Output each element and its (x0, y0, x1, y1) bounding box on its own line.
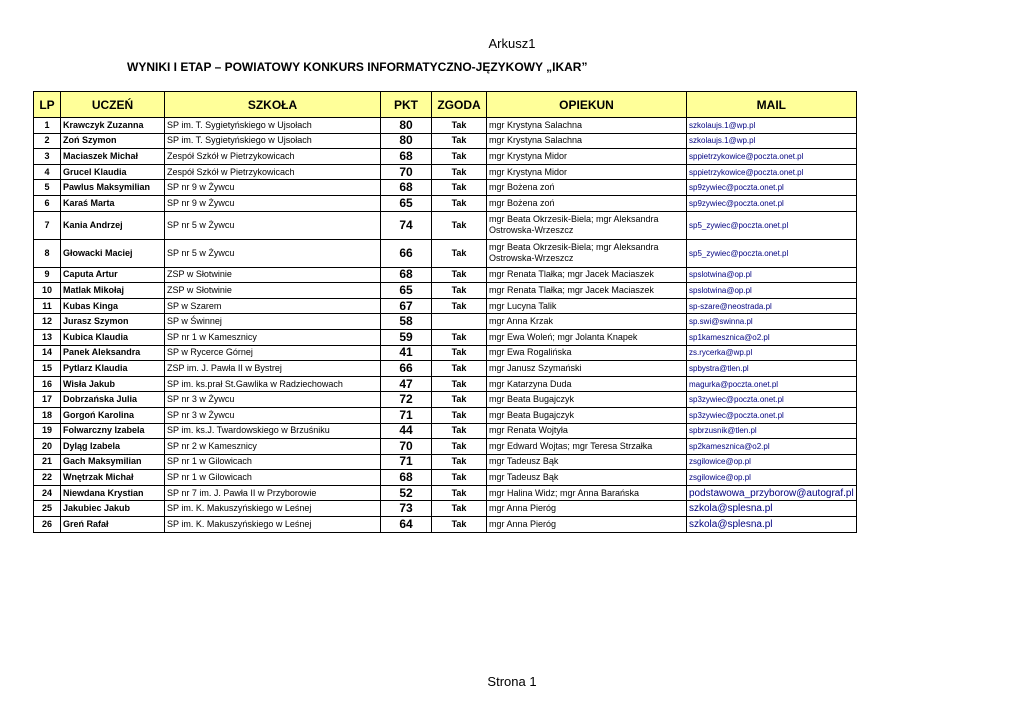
table-row (34, 392, 857, 408)
cell-student: Greń Rafał (61, 517, 165, 533)
cell-lp: 12 (34, 314, 61, 330)
cell-student: Kania Andrzej (61, 211, 165, 239)
cell-mail: sp1kamesznica@o2.pl (687, 329, 857, 345)
cell-points: 67 (381, 298, 432, 314)
header-student: UCZEŃ (61, 92, 165, 118)
cell-points: 68 (381, 180, 432, 196)
cell-school: Zespół Szkół w Pietrzykowicach (165, 149, 381, 165)
cell-student: Głowacki Maciej (61, 239, 165, 267)
cell-student: Panek Aleksandra (61, 345, 165, 361)
cell-consent: Tak (432, 267, 487, 283)
cell-tutor: mgr Ewa Woleń; mgr Jolanta Knapek (487, 329, 687, 345)
cell-points: 47 (381, 376, 432, 392)
cell-points: 58 (381, 314, 432, 330)
cell-mail: sp2kamesznica@o2.pl (687, 439, 857, 455)
cell-lp: 16 (34, 376, 61, 392)
cell-mail: sp9zywiec@poczta.onet.pl (687, 180, 857, 196)
cell-consent: Tak (432, 392, 487, 408)
cell-lp: 9 (34, 267, 61, 283)
cell-lp: 7 (34, 211, 61, 239)
cell-points: 74 (381, 211, 432, 239)
cell-tutor: mgr Halina Widz; mgr Anna Barańska (487, 485, 687, 501)
cell-student: Pawlus Maksymilian (61, 180, 165, 196)
cell-student: Dyląg Izabela (61, 439, 165, 455)
table-row (34, 361, 857, 377)
cell-student: Zoń Szymon (61, 133, 165, 149)
table-row (34, 133, 857, 149)
table-row (34, 267, 857, 283)
header-mail: MAIL (687, 92, 857, 118)
cell-tutor: mgr Krystyna Salachna (487, 133, 687, 149)
cell-school: SP nr 7 im. J. Pawła II w Przyborowie (165, 485, 381, 501)
cell-school: SP w Szarem (165, 298, 381, 314)
cell-consent: Tak (432, 211, 487, 239)
cell-school: SP im. T. Sygietyńskiego w Ujsołach (165, 118, 381, 134)
cell-school: ZSP w Słotwinie (165, 267, 381, 283)
cell-lp: 17 (34, 392, 61, 408)
cell-consent: Tak (432, 361, 487, 377)
cell-tutor: mgr Krystyna Midor (487, 149, 687, 165)
cell-mail: sp.swi@swinna.pl (687, 314, 857, 330)
cell-tutor: mgr Edward Wojtas; mgr Teresa Strzałka (487, 439, 687, 455)
cell-mail: sppietrzykowice@poczta.onet.pl (687, 164, 857, 180)
cell-school: SP nr 3 w Żywcu (165, 392, 381, 408)
table-row (34, 470, 857, 486)
cell-consent: Tak (432, 470, 487, 486)
cell-points: 71 (381, 407, 432, 423)
cell-consent: Tak (432, 133, 487, 149)
cell-student: Grucel Klaudia (61, 164, 165, 180)
cell-mail: szkolaujs.1@wp.pl (687, 118, 857, 134)
cell-student: Wisła Jakub (61, 376, 165, 392)
cell-consent: Tak (432, 454, 487, 470)
cell-school: SP nr 1 w Gilowicach (165, 470, 381, 486)
cell-student: Kubica Klaudia (61, 329, 165, 345)
cell-student: Niewdana Krystian (61, 485, 165, 501)
cell-mail: szkola@splesna.pl (687, 501, 857, 517)
cell-lp: 20 (34, 439, 61, 455)
cell-mail: sp5_zywiec@poczta.onet.pl (687, 211, 857, 239)
cell-lp: 22 (34, 470, 61, 486)
cell-tutor: mgr Anna Pieróg (487, 501, 687, 517)
sheet-name: Arkusz1 (488, 36, 536, 51)
cell-points: 65 (381, 283, 432, 299)
cell-lp: 2 (34, 133, 61, 149)
cell-mail: sp9zywiec@poczta.onet.pl (687, 195, 857, 211)
table-row (34, 298, 857, 314)
cell-lp: 4 (34, 164, 61, 180)
cell-tutor: mgr Lucyna Talik (487, 298, 687, 314)
cell-school: SP im. ks.prał St.Gawlika w Radziechowach (165, 376, 381, 392)
cell-tutor: mgr Bożena zoń (487, 180, 687, 196)
cell-lp: 3 (34, 149, 61, 165)
cell-lp: 15 (34, 361, 61, 377)
cell-school: SP nr 1 w Gilowicach (165, 454, 381, 470)
page-footer: Strona 1 (487, 674, 537, 689)
cell-points: 70 (381, 439, 432, 455)
cell-student: Jurasz Szymon (61, 314, 165, 330)
table-row (34, 118, 857, 134)
header-school: SZKOŁA (165, 92, 381, 118)
cell-mail: sp-szare@neostrada.pl (687, 298, 857, 314)
cell-school: SP nr 5 w Żywcu (165, 239, 381, 267)
cell-consent: Tak (432, 149, 487, 165)
cell-school: ZSP im. J. Pawła II w Bystrej (165, 361, 381, 377)
cell-student: Maciaszek Michał (61, 149, 165, 165)
cell-student: Krawczyk Zuzanna (61, 118, 165, 134)
cell-school: SP im. T. Sygietyńskiego w Ujsołach (165, 133, 381, 149)
table-row (34, 180, 857, 196)
cell-consent: Tak (432, 195, 487, 211)
cell-consent: Tak (432, 239, 487, 267)
cell-lp: 19 (34, 423, 61, 439)
cell-points: 68 (381, 470, 432, 486)
cell-school: SP im. K. Makuszyńskiego w Leśnej (165, 501, 381, 517)
cell-school: SP im. ks.J. Twardowskiego w Brzuśniku (165, 423, 381, 439)
table-row (34, 211, 857, 239)
cell-points: 64 (381, 517, 432, 533)
cell-consent: Tak (432, 118, 487, 134)
cell-mail: spslotwina@op.pl (687, 267, 857, 283)
cell-lp: 21 (34, 454, 61, 470)
cell-consent: Tak (432, 501, 487, 517)
cell-points: 73 (381, 501, 432, 517)
cell-mail: zsgilowice@op.pl (687, 454, 857, 470)
cell-tutor: mgr Bożena zoń (487, 195, 687, 211)
cell-school: Zespół Szkół w Pietrzykowicach (165, 164, 381, 180)
table-row (34, 376, 857, 392)
table-row (34, 149, 857, 165)
cell-student: Jakubiec Jakub (61, 501, 165, 517)
cell-student: Kubas Kinga (61, 298, 165, 314)
cell-consent: Tak (432, 345, 487, 361)
cell-consent: Tak (432, 329, 487, 345)
table-row (34, 329, 857, 345)
cell-student: Wnętrzak Michał (61, 470, 165, 486)
table-row (34, 501, 857, 517)
cell-mail: spslotwina@op.pl (687, 283, 857, 299)
cell-mail: magurka@poczta.onet.pl (687, 376, 857, 392)
header-points: PKT (381, 92, 432, 118)
cell-points: 66 (381, 361, 432, 377)
cell-points: 59 (381, 329, 432, 345)
cell-lp: 10 (34, 283, 61, 299)
cell-consent: Tak (432, 407, 487, 423)
cell-school: SP nr 9 w Żywcu (165, 195, 381, 211)
cell-school: SP nr 3 w Żywcu (165, 407, 381, 423)
cell-lp: 14 (34, 345, 61, 361)
header-tutor: OPIEKUN (487, 92, 687, 118)
table-row (34, 164, 857, 180)
cell-consent (432, 314, 487, 330)
cell-lp: 13 (34, 329, 61, 345)
cell-lp: 11 (34, 298, 61, 314)
cell-consent: Tak (432, 439, 487, 455)
cell-lp: 5 (34, 180, 61, 196)
header-consent: ZGODA (432, 92, 487, 118)
cell-mail: sp3zywiec@poczta.onet.pl (687, 392, 857, 408)
cell-consent: Tak (432, 517, 487, 533)
cell-tutor: mgr Renata Wojtyła (487, 423, 687, 439)
cell-tutor: mgr Janusz Szymański (487, 361, 687, 377)
header-row (34, 92, 857, 118)
cell-school: ZSP w Słotwinie (165, 283, 381, 299)
document-title: WYNIKI I ETAP – POWIATOWY KONKURS INFORMATYCZNO-JĘZYKOWY „IKAR” (127, 60, 588, 74)
cell-tutor: mgr Renata Tlałka; mgr Jacek Maciaszek (487, 267, 687, 283)
table-row (34, 239, 857, 267)
cell-points: 72 (381, 392, 432, 408)
cell-tutor: mgr Beata Bugajczyk (487, 392, 687, 408)
cell-tutor: mgr Beata Bugajczyk (487, 407, 687, 423)
table-row (34, 423, 857, 439)
cell-school: SP w Rycerce Górnej (165, 345, 381, 361)
table-row (34, 345, 857, 361)
cell-lp: 6 (34, 195, 61, 211)
cell-consent: Tak (432, 376, 487, 392)
cell-points: 65 (381, 195, 432, 211)
cell-mail: szkolaujs.1@wp.pl (687, 133, 857, 149)
table-row (34, 485, 857, 501)
cell-points: 68 (381, 149, 432, 165)
cell-points: 44 (381, 423, 432, 439)
table-row (34, 195, 857, 211)
cell-student: Pytlarz Klaudia (61, 361, 165, 377)
cell-student: Matlak Mikołaj (61, 283, 165, 299)
table-row (34, 283, 857, 299)
cell-lp: 8 (34, 239, 61, 267)
cell-points: 68 (381, 267, 432, 283)
cell-lp: 18 (34, 407, 61, 423)
cell-lp: 24 (34, 485, 61, 501)
cell-mail: podstawowa_przyborow@autograf.pl (687, 485, 857, 501)
cell-points: 71 (381, 454, 432, 470)
results-table (33, 91, 857, 533)
cell-consent: Tak (432, 485, 487, 501)
table-row (34, 314, 857, 330)
cell-consent: Tak (432, 164, 487, 180)
cell-school: SP im. K. Makuszyńskiego w Leśnej (165, 517, 381, 533)
cell-student: Karaś Marta (61, 195, 165, 211)
cell-mail: spbystra@tlen.pl (687, 361, 857, 377)
cell-student: Folwarczny Izabela (61, 423, 165, 439)
cell-student: Gach Maksymilian (61, 454, 165, 470)
cell-school: SP nr 2 w Kamesznicy (165, 439, 381, 455)
cell-points: 70 (381, 164, 432, 180)
cell-student: Gorgoń Karolina (61, 407, 165, 423)
cell-lp: 25 (34, 501, 61, 517)
cell-lp: 26 (34, 517, 61, 533)
cell-tutor: mgr Tadeusz Bąk (487, 454, 687, 470)
cell-school: SP w Świnnej (165, 314, 381, 330)
table-row (34, 454, 857, 470)
cell-tutor: mgr Anna Krzak (487, 314, 687, 330)
table-row (34, 439, 857, 455)
cell-consent: Tak (432, 298, 487, 314)
cell-points: 66 (381, 239, 432, 267)
cell-school: SP nr 9 w Żywcu (165, 180, 381, 196)
cell-points: 80 (381, 133, 432, 149)
cell-mail: zsgilowice@op.pl (687, 470, 857, 486)
cell-mail: sp5_zywiec@poczta.onet.pl (687, 239, 857, 267)
cell-consent: Tak (432, 423, 487, 439)
cell-mail: spbrzusnik@tlen.pl (687, 423, 857, 439)
cell-tutor: mgr Beata Okrzesik-Biela; mgr Aleksandra Ostrowska-Wrzeszcz (487, 239, 687, 267)
cell-tutor: mgr Anna Pieróg (487, 517, 687, 533)
cell-consent: Tak (432, 283, 487, 299)
cell-school: SP nr 1 w Kamesznicy (165, 329, 381, 345)
cell-tutor: mgr Renata Tlałka; mgr Jacek Maciaszek (487, 283, 687, 299)
cell-mail: zs.rycerka@wp.pl (687, 345, 857, 361)
cell-tutor: mgr Tadeusz Bąk (487, 470, 687, 486)
cell-points: 52 (381, 485, 432, 501)
cell-school: SP nr 5 w Żywcu (165, 211, 381, 239)
cell-mail: sppietrzykowice@poczta.onet.pl (687, 149, 857, 165)
cell-tutor: mgr Beata Okrzesik-Biela; mgr Aleksandra Ostrowska-Wrzeszcz (487, 211, 687, 239)
cell-student: Dobrzańska Julia (61, 392, 165, 408)
cell-consent: Tak (432, 180, 487, 196)
cell-tutor: mgr Katarzyna Duda (487, 376, 687, 392)
cell-mail: szkola@splesna.pl (687, 517, 857, 533)
cell-points: 80 (381, 118, 432, 134)
cell-lp: 1 (34, 118, 61, 134)
table-row (34, 407, 857, 423)
cell-student: Caputa Artur (61, 267, 165, 283)
cell-tutor: mgr Krystyna Salachna (487, 118, 687, 134)
header-lp: LP (34, 92, 61, 118)
cell-tutor: mgr Ewa Rogalińska (487, 345, 687, 361)
table-row (34, 517, 857, 533)
cell-mail: sp3zywiec@poczta.onet.pl (687, 407, 857, 423)
cell-points: 41 (381, 345, 432, 361)
cell-tutor: mgr Krystyna Midor (487, 164, 687, 180)
